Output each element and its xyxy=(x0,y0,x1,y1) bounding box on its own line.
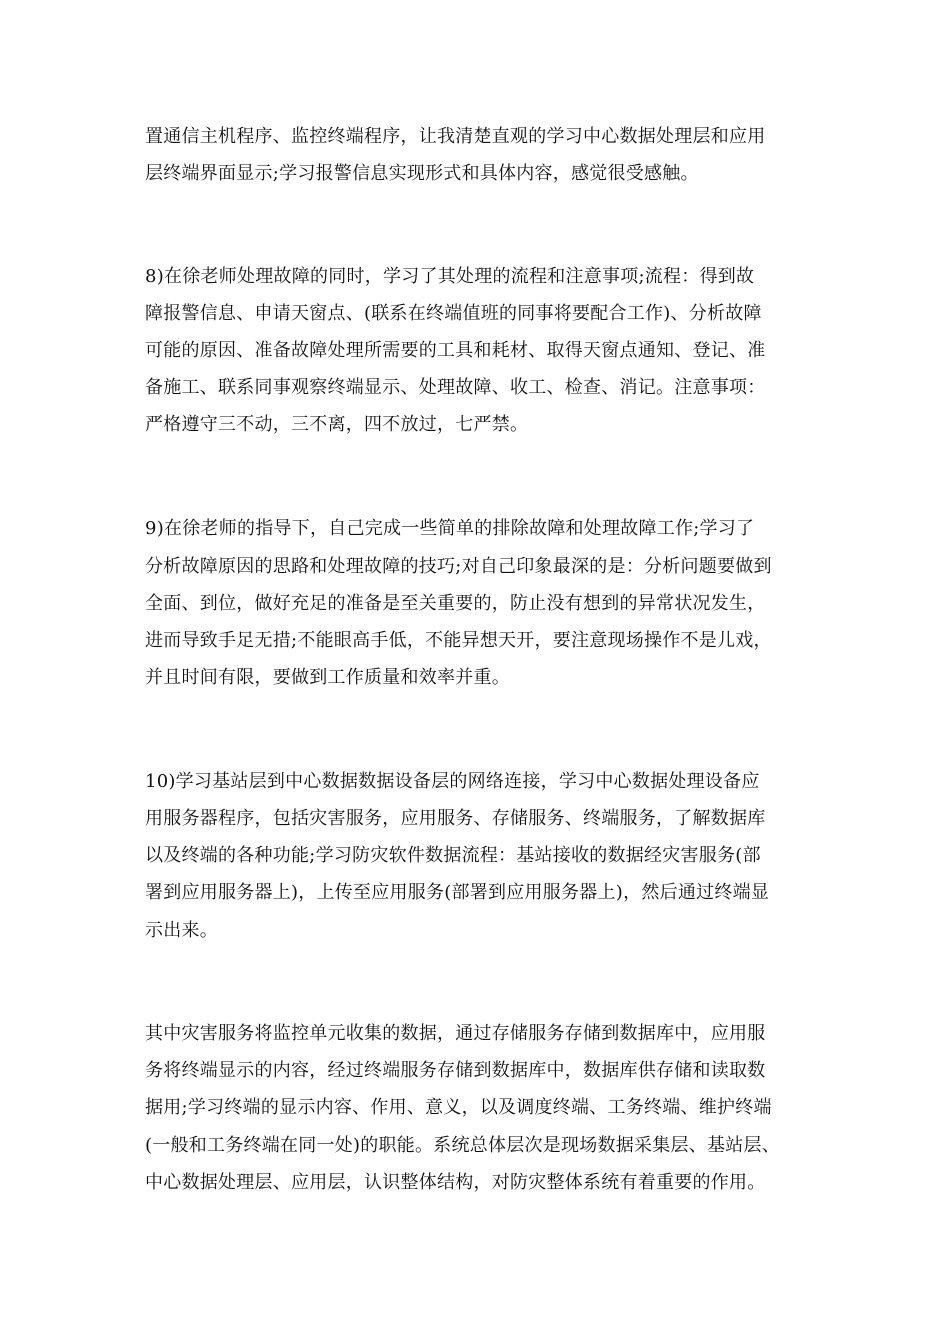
paragraph-line: 严格遵守三不动，三不离，四不放过，七严禁。 xyxy=(145,414,529,435)
paragraph-line: 可能的原因、准备故障处理所需要的工具和耗材、取得天窗点通知、登记、准 xyxy=(145,340,766,361)
paragraph-line: 务将终端显示的内容，经过终端服务存储到数据库中，数据库供存储和读取数 xyxy=(145,1060,766,1081)
paragraph-line: 置通信主机程序、监控终端程序，让我清楚直观的学习中心数据处理层和应用 xyxy=(145,126,766,147)
paragraph-line: 9)在徐老师的指导下，自己完成一些简单的排除故障和处理故障工作;学习了 xyxy=(145,518,755,539)
paragraph-line: 并且时间有限，要做到工作质量和效率并重。 xyxy=(145,667,510,688)
paragraph-line: 中心数据处理层、应用层，认识整体结构，对防灾整体系统有着重要的作用。 xyxy=(145,1172,766,1193)
paragraph-line: 示出来。 xyxy=(145,920,218,941)
paragraph-line: 8)在徐老师处理故障的同时，学习了其处理的流程和注意事项;流程：得到故 xyxy=(145,266,755,287)
paragraph-line: 分析故障原因的思路和处理故障的技巧;对自己印象最深的是：分析问题要做到 xyxy=(145,556,772,577)
paragraph-line: 备施工、联系同事观察终端显示、处理故障、收工、检查、消记。注意事项： xyxy=(145,377,766,398)
paragraph-line: 进而导致手足无措;不能眼高手低，不能异想天开，要注意现场操作不是儿戏， xyxy=(145,630,772,651)
paragraph-line: 全面、到位，做好充足的准备是至关重要的，防止没有想到的异常状况发生， xyxy=(145,593,766,614)
paragraph-line: 10)学习基站层到中心数据数据设备层的网络连接，学习中心数据处理设备应 xyxy=(145,771,760,792)
paragraph-line: 据用;学习终端的显示内容、作用、意义，以及调度终端、工务终端、维护终端 xyxy=(145,1097,772,1118)
paragraph-line: 其中灾害服务将监控单元收集的数据，通过存储服务存储到数据库中，应用服 xyxy=(145,1023,766,1044)
paragraph-line: 以及终端的各种功能;学习防灾软件数据流程：基站接收的数据经灾害服务(部 xyxy=(145,845,761,866)
paragraph-line: 署到应用服务器上)，上传至应用服务(部署到应用服务器上)，然后通过终端显 xyxy=(145,882,770,903)
paragraph-line: 用服务器程序，包括灾害服务，应用服务、存储服务、终端服务，了解数据库 xyxy=(145,808,766,829)
paragraph-line: (一般和工务终端在同一处)的职能。系统总体层次是现场数据采集层、基站层、 xyxy=(145,1135,781,1156)
paragraph-line: 层终端界面显示;学习报警信息实现形式和具体内容，感觉很受感触。 xyxy=(145,163,699,184)
paragraph-line: 障报警信息、申请天窗点、(联系在终端值班的同事将要配合工作)、分析故障 xyxy=(145,303,762,324)
